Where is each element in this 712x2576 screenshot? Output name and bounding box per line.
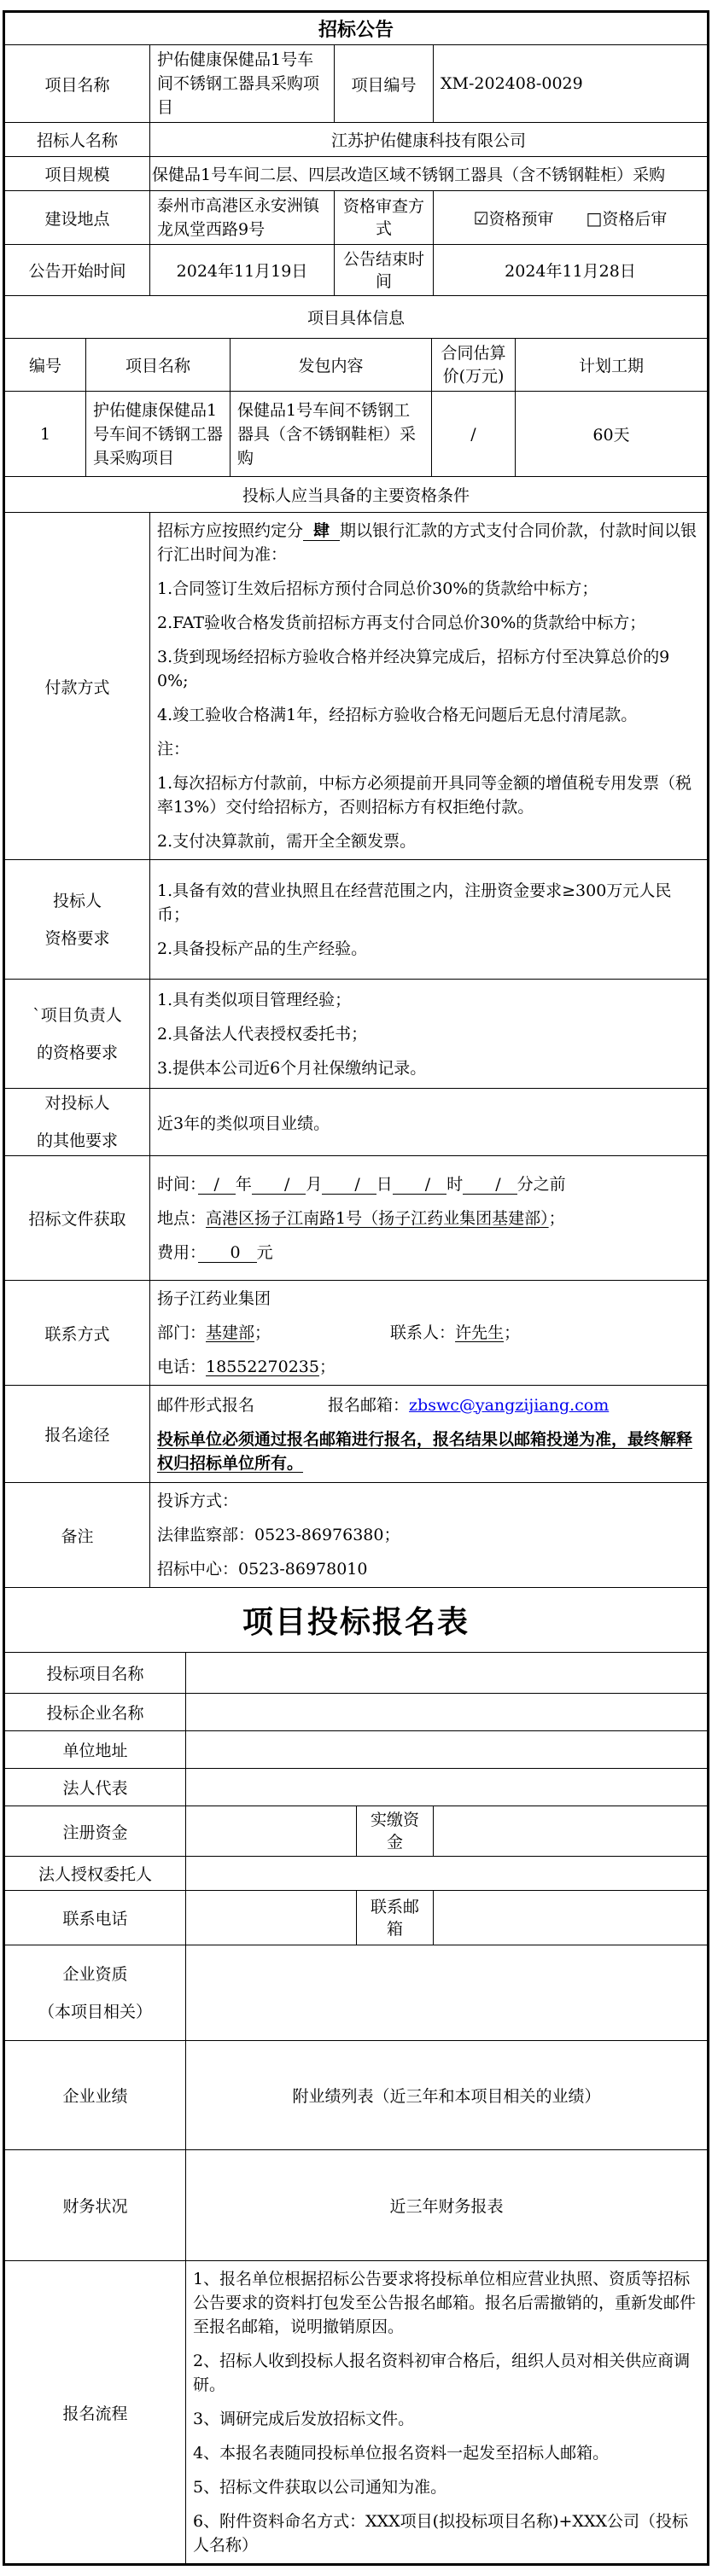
process-step: 4、本报名表随同投标单位报名资料一起发至招标人邮箱。: [193, 2444, 610, 2463]
time-blank: /: [197, 1174, 236, 1194]
pm-qual-item: 3.提供本公司近6个月社保缴纳记录。: [157, 1058, 427, 1078]
col-header-name: 项目名称: [86, 339, 231, 392]
signup-row: [5, 1386, 708, 1483]
value-project-name: 护佑健康保健品1号车间不锈钢工器具采购项目: [150, 45, 335, 123]
label-remark: 备注: [5, 1483, 150, 1588]
contact-phone-line: 电话：18552270235；: [157, 1358, 336, 1376]
contact-company: 扬子江药业集团: [157, 1289, 271, 1308]
contact-email-field[interactable]: [434, 1891, 708, 1945]
detail-section-title: 项目具体信息: [5, 296, 708, 339]
label-contact: 联系方式: [5, 1281, 150, 1386]
reg-capital-field[interactable]: [186, 1806, 357, 1857]
cell-row-estimate: /: [432, 392, 516, 477]
label-qualification: 企业资质 （本项目相关）: [5, 1945, 186, 2041]
label-build-site: 建设地点: [5, 191, 150, 245]
checkbox-unchecked-icon[interactable]: □: [586, 207, 603, 229]
payment-note: 2.支付决算款前，需开全全额发票。: [157, 832, 417, 851]
remark-line: 法律监察部：0523-86976380；: [157, 1526, 400, 1544]
label-bid-company-name: 投标企业名称: [5, 1694, 186, 1731]
process-row: [5, 2261, 708, 2564]
label-end-time: 公告结束时间: [335, 245, 434, 296]
value-start-time: 2024年11月19日: [150, 245, 335, 296]
bidder-qual-row: [5, 860, 708, 980]
authorized-agent-field[interactable]: [186, 1857, 708, 1891]
col-header-duration: 计划工期: [516, 339, 708, 392]
value-project-no: XM-202408-0029: [434, 45, 708, 123]
cell-row-no: 1: [5, 392, 86, 477]
payment-intro: 招标方应按照约定分 肆 期以银行汇款的方式支付合同价款，付款时间以银行汇出时间为准：: [157, 521, 697, 564]
label-company-address: 单位地址: [5, 1731, 186, 1769]
remark-line: 投诉方式：: [157, 1492, 239, 1510]
contact-dept: 基建部: [206, 1323, 255, 1342]
label-file-get: 招标文件获取: [5, 1156, 150, 1281]
legal-rep-field[interactable]: [186, 1769, 708, 1806]
signup-notice: 投标单位必须通过报名邮箱进行报名，报名结果以邮箱投递为准，最终解释权归招标单位所有。: [157, 1429, 693, 1473]
cell-row-content: 保健品1号车间不锈钢工器具（含不锈钢鞋柜）采购: [231, 392, 432, 477]
label-performance: 企业业绩: [5, 2041, 186, 2150]
contact-row: [5, 1281, 708, 1386]
bidder-qual-item: 1.具备有效的营业执照且在经营范围之内，注册资金要求≥300万元人民币；: [157, 881, 672, 924]
form-title: 项目投标报名表: [5, 1588, 708, 1653]
qualification-section-title: 投标人应当具备的主要资格条件: [5, 477, 708, 513]
option-postqualify-label: 资格后审: [602, 209, 668, 229]
value-build-site: 泰州市高港区永安洲镇龙凤堂西路9号: [150, 191, 335, 245]
tender-document: [3, 10, 709, 2566]
signup-method-line: 邮件形式报名 报名邮箱：zbswc@yangzijiang.com: [157, 1395, 610, 1415]
detail-row: [5, 392, 708, 477]
time-blank: /: [392, 1174, 447, 1194]
value-tenderer-name: 江苏护佑健康科技有限公司: [150, 123, 708, 157]
label-other-req: 对投标人 的其他要求: [5, 1089, 150, 1156]
label-pm-qual: `项目负责人 的资格要求: [5, 980, 150, 1089]
option-prequalify-label: 资格预审: [488, 209, 554, 229]
company-address-field[interactable]: [186, 1731, 708, 1769]
value-end-time: 2024年11月28日: [434, 245, 708, 296]
process-step: 5、招标文件获取以公司通知为准。: [193, 2478, 447, 2497]
file-get-fee-line: 费用： 0 元: [157, 1242, 273, 1262]
contact-phone-field[interactable]: [186, 1891, 357, 1945]
time-blank: /: [251, 1174, 306, 1194]
file-get-address: 高港区扬子江南路1号（扬子江药业集团基建部）: [206, 1208, 549, 1228]
label-bidder-qual: 投标人 资格要求: [5, 860, 150, 980]
label-finance: 财务状况: [5, 2150, 186, 2261]
process-step: 2、招标人收到投标人报名资料初审合格后，组织人员对相关供应商调研。: [193, 2352, 691, 2394]
remark-line: 招标中心：0523-86978010: [157, 1560, 368, 1579]
contact-dept-line: 部门：基建部； 联系人：许先生；: [157, 1323, 521, 1342]
qualification-field[interactable]: [186, 1945, 708, 2041]
paid-capital-field[interactable]: [434, 1806, 708, 1857]
pm-qual-row: [5, 980, 708, 1089]
label-project-no: 项目编号: [335, 45, 434, 123]
process-step: 3、调研完成后发放招标文件。: [193, 2410, 415, 2428]
label-payment: 付款方式: [5, 513, 150, 860]
label-signup: 报名途径: [5, 1386, 150, 1483]
value-finance: 近三年财务报表: [186, 2150, 708, 2261]
label-reg-capital: 注册资金: [5, 1806, 186, 1857]
conditions-table: [4, 512, 708, 1588]
checkbox-checked-icon[interactable]: ☑: [473, 207, 489, 229]
label-qualify-method: 资格审查方式: [335, 191, 434, 245]
bid-company-name-field[interactable]: [186, 1694, 708, 1731]
contact-phone: 18552270235: [206, 1358, 319, 1376]
pm-qual-item: 1.具有类似项目管理经验；: [157, 990, 352, 1009]
other-req-row: [5, 1089, 708, 1156]
bidder-qual-item: 2.具备投标产品的生产经验。: [157, 939, 368, 958]
file-get-row: [5, 1156, 708, 1281]
payment-note-title: 注：: [157, 740, 190, 759]
col-header-no: 编号: [5, 339, 86, 392]
payment-item: 4.竣工验收合格满1年，经招标方验收合格无问题后无息付清尾款。: [157, 706, 638, 724]
detail-table: [4, 338, 708, 513]
label-legal-rep: 法人代表: [5, 1769, 186, 1806]
col-header-content: 发包内容: [231, 339, 432, 392]
signup-email-link[interactable]: zbswc@yangzijiang.com: [409, 1395, 610, 1415]
payment-item: 3.货到现场经招标方验收合格并经决算完成后，招标方付至决算总价的90%;: [157, 648, 670, 690]
label-authorized-agent: 法人授权委托人: [5, 1857, 186, 1891]
payment-note: 1.每次招标方付款前，中标方必须提前开具同等金额的增值税专用发票（税率13%）交付给招标方，否则招标方有权拒绝付款。: [157, 774, 692, 817]
cell-row-duration: 60天: [516, 392, 708, 477]
label-tenderer-name: 招标人名称: [5, 123, 150, 157]
file-get-place-line: 地点：高港区扬子江南路1号（扬子江药业集团基建部）；: [157, 1208, 565, 1228]
cell-row-name: 护佑健康保健品1号车间不锈钢工器具采购项目: [86, 392, 231, 477]
label-paid-capital: 实缴资金: [357, 1806, 434, 1857]
announce-title: 招标公告: [5, 13, 708, 45]
pm-qual-item: 2.具备法人代表授权委托书；: [157, 1024, 368, 1044]
payment-row: [5, 513, 708, 860]
payment-item: 2.FAT验收合格发货前招标方再支付合同总价30%的货款给中标方；: [157, 613, 646, 632]
registration-form-table: [4, 1587, 708, 2564]
value-other-req: 近3年的类似项目业绩。: [150, 1089, 708, 1156]
label-process: 报名流程: [5, 2261, 186, 2564]
file-get-time-line: 时间： / 年 / 月 / 日 / 时 / 分之前: [157, 1174, 566, 1194]
announce-table: [4, 12, 708, 339]
contact-person: 许先生: [455, 1323, 505, 1342]
label-contact-email: 联系邮箱: [357, 1891, 434, 1945]
payment-item: 1.合同签订生效后招标方预付合同总价30%的货款给中标方；: [157, 579, 598, 598]
label-project-scale: 项目规模: [5, 157, 150, 191]
col-header-estimate: 合同估算价(万元): [432, 339, 516, 392]
label-start-time: 公告开始时间: [5, 245, 150, 296]
process-step: 6、附件资料命名方式：XXX项目(拟投标项目名称)+XXX公司（投标人名称）: [193, 2512, 688, 2555]
process-step: 1、报名单位根据招标公告要求将投标单位相应营业执照、资质等招标公告要求的资料打包发至公告报名邮箱。报名后需撤销的，重新发邮件至报名邮箱，说明撤销原因。: [193, 2270, 697, 2336]
fee-blank: 0: [197, 1242, 257, 1262]
time-blank: /: [463, 1174, 517, 1194]
value-performance: 附业绩列表（近三年和本项目相关的业绩）: [186, 2041, 708, 2150]
remark-row: [5, 1483, 708, 1588]
time-blank: /: [322, 1174, 376, 1194]
qualify-options: [434, 191, 708, 245]
installment-blank: 肆: [303, 521, 340, 541]
bid-project-name-field[interactable]: [186, 1653, 708, 1694]
label-bid-project-name: 投标项目名称: [5, 1653, 186, 1694]
label-project-name: 项目名称: [5, 45, 150, 123]
value-project-scale: 保健品1号车间二层、四层改造区域不锈钢工器具（含不锈钢鞋柜）采购: [150, 157, 708, 191]
label-contact-phone: 联系电话: [5, 1891, 186, 1945]
